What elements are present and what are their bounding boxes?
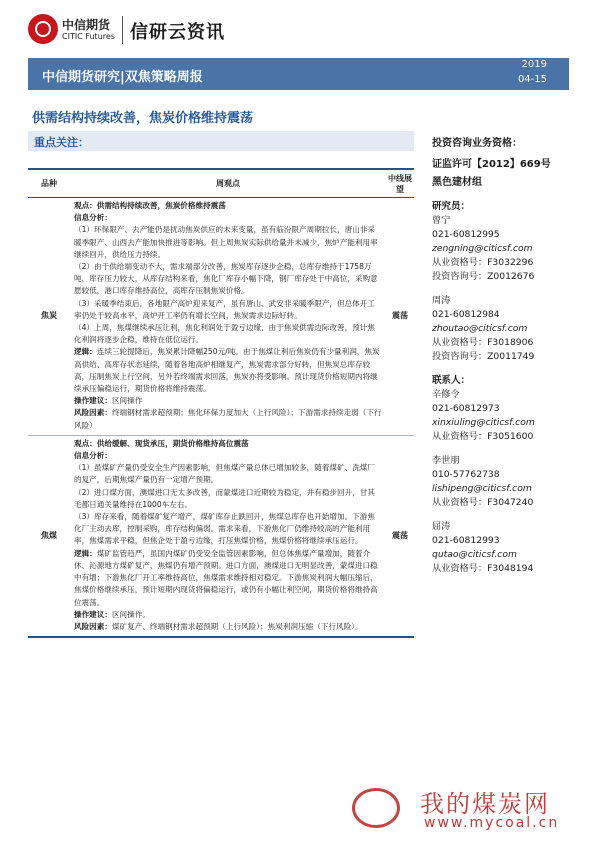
- paragraph-text: （3）采暖季结束后，各地限产高炉迎来复产，虽有唐山、武安非采暖季限产，但总体开工率仍处于较高水平，高炉开工率仍有增长空间，焦炭需求边际好转。: [74, 298, 375, 320]
- person-email[interactable]: lishipeng@citicsf.com: [432, 483, 532, 494]
- header-view: 周观点: [70, 170, 386, 198]
- brand-title: 信研云资讯: [130, 22, 225, 43]
- paragraph-label: 操作建议：: [74, 609, 112, 619]
- view-paragraph: [74, 322, 382, 346]
- outlook-table: [28, 168, 414, 638]
- view-paragraph: [74, 200, 382, 212]
- person-name: 李世朋: [432, 455, 460, 466]
- view-paragraph: [74, 438, 382, 450]
- paragraph-label: 操作建议：: [74, 396, 112, 406]
- paragraph-text: （1）环保限产、去产能仍是扰动焦炭供应的未来变量，虽有临汾限产周期拉长，唐山非采暖季限产、山西去产能加快推进等影响。但上周焦炭实际供给量并未减少，焦炉产能利用率继续回升，供给压力持续。: [74, 225, 378, 259]
- person-block: [432, 520, 582, 586]
- paragraph-text: 区间操作。: [111, 609, 150, 619]
- banner-date: 04-15: [517, 74, 547, 85]
- view-paragraph: [74, 511, 382, 548]
- person-cert2: 投资咨询号：Z0011749: [432, 351, 535, 362]
- paragraph-label: 逻辑：: [74, 347, 97, 357]
- view-paragraph: [74, 346, 382, 395]
- logo-en-text: CITIC Futures: [62, 32, 115, 41]
- paragraph-text: （2）由于供给端变动不大，需求端部分改善，焦炭库存逐步企稳，总库存维持于1758万吨，库存压力较大，从库存结构来看，焦化厂库存小幅下降，钢厂库存处于中高位，采购意愿较低，港口库存维持高位，高库存压制焦炭价格。: [74, 262, 378, 296]
- paragraph-text: 区间操作: [111, 396, 143, 406]
- watermark-cn: 我的煤炭网: [420, 790, 550, 818]
- view-cell: [70, 198, 386, 436]
- person-email[interactable]: qutao@citicsf.com: [432, 549, 517, 560]
- report-title: 供需结构持续改善，焦炭价格维持震荡: [32, 111, 254, 126]
- paragraph-label: 风险因素：: [74, 408, 112, 418]
- paragraph-text: 连续三轮提降后，焦炭累计降幅250元/吨。由于焦煤让利后焦炭仍有少量利润，焦炭高供给、高库存状态延续，随着各地高炉相继复产，焦炭需求部分好转，但焦炭总库存较高，压制焦炭上行空间，另外若终端需求回落，焦炭亦将受影响。预计现货价格短期内将继续承压偏稳运行，期货价格将维持震荡。: [74, 347, 380, 394]
- header-outlook: 中线展望: [386, 170, 414, 198]
- report-banner: [28, 58, 569, 90]
- view-paragraph: [74, 462, 382, 486]
- focus-bar: [28, 131, 414, 151]
- person-cert1: 从业资格号：F3018906: [432, 337, 534, 348]
- person-block: [432, 388, 582, 454]
- citic-logo-icon: [28, 14, 58, 44]
- person-email[interactable]: zhoutao@citicsf.com: [432, 323, 528, 334]
- person-phone: 010-57762738: [432, 469, 500, 480]
- person-block: [432, 294, 582, 374]
- view-paragraph: [74, 609, 382, 621]
- paragraph-text: 供给缓解、现货承压，期货价格维持高位震荡: [96, 438, 249, 448]
- focus-label: 重点关注：: [34, 136, 89, 149]
- header-product: 品种: [28, 170, 70, 198]
- logo-cn-text: 中信期货: [62, 18, 111, 32]
- person-block: [432, 454, 582, 520]
- paragraph-text: （1）虽煤矿产量仍受安全生产因素影响，但焦煤产量总体已增加较多，随着煤矿、洗煤厂的复产，后期焦煤产量仍有一定增产预期。: [74, 463, 375, 485]
- view-cell: [70, 435, 386, 636]
- paragraph-text: 煤矿监管趋严，虽国内煤矿仍受安全监管因素影响，但总体焦煤产量增加，随着介休、沁源地方煤矿复产，焦煤仍有增产预期。进口方面，澳煤进口无明显改善，蒙煤进口稳中有增；下游焦化厂开工率维持高位，焦煤需求维持相对稳定。下游焦炭利润大幅压缩后，焦煤价格继续承压，预计短期内现货将偏稳运行，或仍有小幅让利空间，期货价格将维持高位震荡。: [74, 548, 378, 607]
- group-name: 黑色建材组: [432, 177, 482, 188]
- paragraph-text: 终端钢材需求超预期；焦化环保力度加大（上行风险）；下游需求持续走弱（下行风险）: [74, 408, 382, 430]
- paragraph-text: （2）进口煤方面，澳煤进口无太多改善，而蒙煤进口近期较为稳定，并有稳步回升，甘其毛都日通关量维持在1000车左右。: [74, 487, 375, 509]
- watermark-logo-icon: [352, 788, 400, 828]
- person-phone: 021-60812993: [432, 535, 500, 546]
- researchers-label: 研究员：: [432, 201, 471, 212]
- table-header-row: [28, 170, 414, 198]
- view-paragraph: [74, 212, 382, 224]
- person-phone: 021-60812973: [432, 403, 500, 414]
- person-name: 曾宁: [432, 215, 451, 226]
- person-cert1: 从业资格号：F3047240: [432, 497, 534, 508]
- watermark-url: www.mycoal.cn: [424, 815, 560, 831]
- person-name: 周涛: [432, 295, 451, 306]
- qualification-title: 投资咨询业务资格：: [432, 138, 522, 149]
- paragraph-text: 煤矿复产、终端钢材需求超预期（上行风险）；焦炭利润压缩（下行风险）。: [111, 621, 363, 631]
- paragraph-label: 观点：: [74, 201, 97, 210]
- person-name: 屈涛: [432, 521, 451, 532]
- person-phone: 021-60812984: [432, 309, 500, 320]
- researchers-list: [432, 214, 582, 374]
- person-name: 辛修令: [432, 389, 460, 400]
- analyst-sidebar: [432, 136, 582, 586]
- banner-text: 中信期货研究|双焦策略周报: [42, 70, 203, 85]
- paragraph-label: 逻辑：: [74, 548, 97, 558]
- view-paragraph: [74, 224, 382, 261]
- person-cert2: 投资咨询号：Z0012676: [432, 271, 535, 282]
- paragraph-label: 信息分析：: [74, 213, 112, 223]
- view-paragraph: [74, 487, 382, 511]
- view-paragraph: [74, 621, 382, 633]
- paragraph-label: 观点：: [74, 438, 97, 448]
- view-paragraph: [74, 261, 382, 298]
- view-paragraph: [74, 298, 382, 322]
- paragraph-text: （3）库存来看，随着煤矿复产增产，煤矿库存止跌回升，焦煤总库存也开始增加。下游焦化厂主动去库，控制采购，库存结构偏弱。需求来看，下游焦化厂仍维持较高的产能利用率，焦煤需求平稳，但焦企处于盈亏边缘，打压焦煤价格，焦煤价格将继续承压运行。: [74, 512, 375, 546]
- person-cert1: 从业资格号：F3048194: [432, 563, 534, 574]
- view-paragraph: [74, 395, 382, 407]
- table-row: [28, 198, 414, 436]
- person-cert1: 从业资格号：F3032296: [432, 257, 534, 268]
- banner-year: 2019: [521, 59, 547, 70]
- view-paragraph: [74, 407, 382, 431]
- paragraph-label: 信息分析：: [74, 451, 112, 461]
- contacts-list: [432, 388, 582, 586]
- paragraph-text: （4）上周，焦煤继续承压让利，焦化利润处于盈亏边缘，由于焦炭供需边际改善，预计焦化利润将逐步企稳，维持在低位运行。: [74, 323, 375, 345]
- paragraph-label: 风险因素：: [74, 621, 112, 631]
- outlook-cell: 震荡: [386, 198, 414, 436]
- product-cell: 焦煤: [41, 530, 57, 540]
- outlook-cell: 震荡: [392, 530, 408, 540]
- view-paragraph: [74, 548, 382, 609]
- person-phone: 021-60812995: [432, 229, 500, 240]
- person-block: [432, 214, 582, 294]
- person-cert1: 从业资格号：F3051600: [432, 431, 534, 442]
- person-email[interactable]: xinxiuling@citicsf.com: [432, 417, 535, 428]
- product-cell: 焦炭: [28, 198, 70, 436]
- person-email[interactable]: zengning@citicsf.com: [432, 243, 533, 254]
- paragraph-text: 供需结构持续改善，焦炭价格维持震荡: [96, 201, 226, 210]
- table-row: [28, 435, 414, 636]
- license-number: 证监许可【2012】669号: [432, 159, 551, 170]
- view-paragraph: [74, 450, 382, 462]
- contacts-label: 联系人：: [432, 375, 471, 386]
- header-divider: [122, 16, 123, 44]
